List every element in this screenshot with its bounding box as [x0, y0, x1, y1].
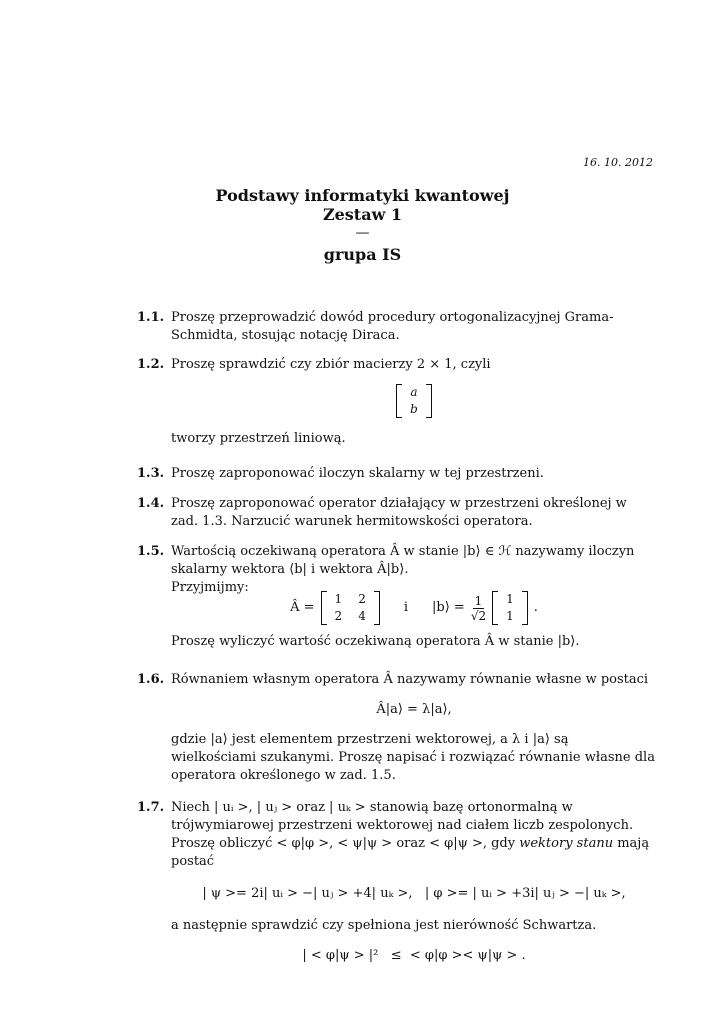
vector-entry: 1 — [506, 592, 514, 606]
eigen-equation: Â|a⟩ = λ|a⟩, — [376, 702, 452, 717]
schwartz-inequality: | < φ|ψ > |² ≤ < φ|φ >< ψ|ψ > . — [302, 948, 526, 963]
let-text: Przyjmijmy: — [171, 580, 249, 595]
exercise-1-2 — [137, 356, 657, 448]
exercise-text-after: Proszę wyliczyć wartość oczekiwaną operatora Â w stanie |b⟩. — [171, 634, 580, 649]
group-title: grupa IS — [323, 245, 402, 264]
matrix-a — [321, 591, 380, 625]
exercise-number: 1.4. — [137, 496, 165, 511]
frac-numerator: 1 — [474, 593, 483, 608]
vector-b — [492, 591, 528, 625]
exercise-1-3 — [137, 465, 657, 483]
exercise-1-4 — [137, 495, 657, 531]
set-title: Zestaw 1 — [322, 205, 403, 224]
matrix-entry: b — [410, 402, 418, 416]
exercise-text-2 — [171, 835, 657, 871]
matrix-entry: 2 — [358, 592, 366, 606]
text-pre: Proszę obliczyć < φ|φ >, < ψ|ψ > oraz < φ|ψ >, gdy — [171, 836, 520, 851]
text-post: mają postać — [171, 836, 650, 869]
exercise-text: Równaniem własnym operatora Â nazywamy równanie własne w postaci — [171, 672, 649, 687]
eq-end: . — [533, 600, 538, 615]
ket-b: |b⟩ = — [432, 600, 465, 615]
exercise-text: Wartością oczekiwaną operatora Â w stanie |b⟩ ∈ ℋ nazywamy iloczyn skalarny wektora ⟨b| i wektora Â|b⟩. — [171, 544, 635, 577]
exercise-number: 1.3. — [137, 466, 165, 481]
exercise-text-after: tworzy przestrzeń liniową. — [171, 431, 346, 446]
matrix-entry: 1 — [334, 592, 343, 606]
exercise-text: Proszę zaproponować operator działający w przestrzeni określonej w zad. 1.3. Narzucić warunek hermitowskości operatora. — [171, 496, 627, 529]
fraction — [471, 594, 486, 623]
schwartz-intro: a następnie sprawdzić czy spełniona jest nierówność Schwartza. — [171, 918, 597, 933]
text-emphasis: wektory stanu — [519, 836, 614, 851]
exercise-1-5 — [137, 543, 657, 651]
exercise-number: 1.7. — [137, 800, 165, 815]
title-dash: — — [355, 225, 370, 241]
eq-lhs: Â = — [290, 600, 315, 615]
exercise-1-1 — [137, 309, 657, 345]
exercise-text: Proszę zaproponować iloczyn skalarny w tej przestrzeni. — [171, 466, 544, 481]
title-block — [0, 186, 725, 268]
exercise-1-6 — [137, 671, 657, 785]
state-vectors-equation: | ψ >= 2i| uᵢ > −| uⱼ > +4| uₖ >, | φ >= | uᵢ > +3i| uⱼ > −| uₖ >, — [202, 886, 626, 901]
exercise-1-7 — [137, 799, 657, 965]
matrix-entry: 4 — [358, 609, 366, 623]
column-matrix — [396, 384, 432, 418]
exercise-number: 1.5. — [137, 544, 165, 559]
matrix-entry: a — [410, 385, 418, 399]
exercise-text: Proszę sprawdzić czy zbiór macierzy 2 × 1, czyli — [171, 357, 491, 372]
exercise-number: 1.1. — [137, 310, 165, 325]
exercise-text: Proszę przeprowadzić dowód procedury ortogonalizacyjnej Grama-Schmidta, stosując notację Diraca. — [171, 310, 614, 343]
exercise-text: Niech | uᵢ >, | uⱼ > oraz | uₖ > stanowią bazę ortonormalną w trójwymiarowej przestrzeni wektorowej nad ciałem liczb zespolonych. — [171, 800, 634, 833]
matrix-entry: 2 — [334, 609, 343, 623]
frac-denominator: √2 — [470, 608, 487, 623]
and-word: i — [403, 600, 408, 615]
date: 16. 10. 2012 — [583, 156, 653, 169]
exercise-number: 1.2. — [137, 357, 165, 372]
exercise-number: 1.6. — [137, 672, 165, 687]
course-title: Podstawy informatyki kwantowej — [215, 186, 510, 205]
exercise-text-after: gdzie |a⟩ jest elementem przestrzeni wektorowej, a λ i |a⟩ są wielkościami szukanymi. Proszę napisać i rozwiązać równanie własne dla operatora określonego w zad. 1.5. — [171, 732, 655, 783]
vector-entry: 1 — [506, 609, 514, 623]
